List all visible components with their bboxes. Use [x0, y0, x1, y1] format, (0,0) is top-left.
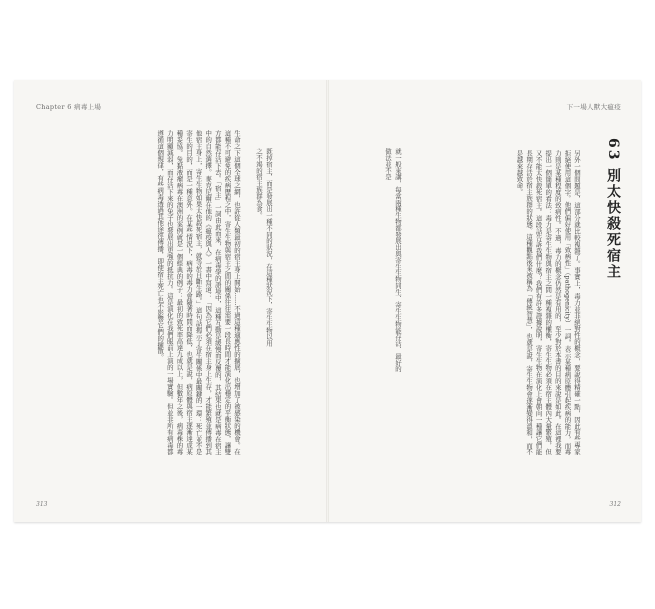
- left-page: [14, 80, 326, 522]
- book-spread: [14, 80, 641, 522]
- page-number: 312: [609, 501, 621, 508]
- right-page: [329, 80, 641, 522]
- running-head: Chapter 6 病毒上場: [36, 103, 102, 111]
- page-number: 313: [36, 501, 48, 508]
- epigraph: 就一般來講，每當兩種生物都發展出與寄生生物同生、寄生生物能存活、最好的做法並不是: [384, 148, 402, 372]
- body-text: 生命之下這個全球之網，也許從人類最初的宿主身上開始……不過這種適應性的擴展，也增加了被感染的機會。在這種不可避免的疾病歷程之中，寄生生物與宿主之間的關係往往需要一段長時間才能演化出穩定的平衡狀態，讓雙方都能存活下去。「宿主」一詞由此而來，在病毒學的語境中，這種互動是緩慢而反覆的，其結果也就是病毒在宿主中的自然選擇。麥克尼爾在他的《瘟疫與人》一書中寫道：「因為它們必須在宿主身上生存，才能繁殖並傳播到其他宿主身上，寄生生物如果太快殺死宿主，就等於自斷生路。」這句話揭示了寄生關係中最關鍵的一環：死亡並不是寄生的目的，而是一種意外。在某些情況下，病毒的毒力會隨著時間而降低，也就是說，病原體與宿主逐漸達成某種妥協。兔黏液瘤病毒在澳洲的案例就是一個經典的例子：最初的致死率高達九成以上，但數年之後，病毒株的毒力明顯減弱，而存活下來的兔子也發展出更強的抵抗力。這是演化在我們眼前上演的一場實驗。但並非所有病毒都遵循這個規律，有些病毒透過其他途徑傳播，即使宿主死亡也不影響它們的擴散。: [156, 130, 241, 455]
- running-head: 下一場人獸大瘟疫: [566, 103, 621, 111]
- chapter-title: 63 別太快殺死宿主: [605, 138, 621, 281]
- note-text: 既掉宿主，而是發展出一種不同的狀況，在這種狀況下，寄生生物以用之不竭的宿主族群為食。: [255, 148, 273, 347]
- body-text: 另外一個問題是，這部分就比較複雜了。事實上，毒力並非絕對性的概念，要說得精確一點，因此有些專家拒絕使用這個字。他們偏好使用「致病性」（pathogenicity）一詞，表示某種病原體引起疾病的能力，而毒力則是某種程度的致病性。不過，毒力的概念仍然是有用的，至少對於本書的目的來說是如此。在這裡我要提出一個簡單的看法：毒力是寄生生物與宿主之間一種複雜的權衡，寄生生物必須在宿主體內大量繁殖，但又不能太快殺死宿主。這段話告訴我們什麼？我們有許多證據說明，寄生生物在演化上會朝向一種讓它們能長期存活於宿主族群的狀態。這種觀點後來被稱為「傳統智慧」，也就是說，寄生生物會逐漸變得溫和，而不是越來越致命。: [515, 150, 581, 455]
